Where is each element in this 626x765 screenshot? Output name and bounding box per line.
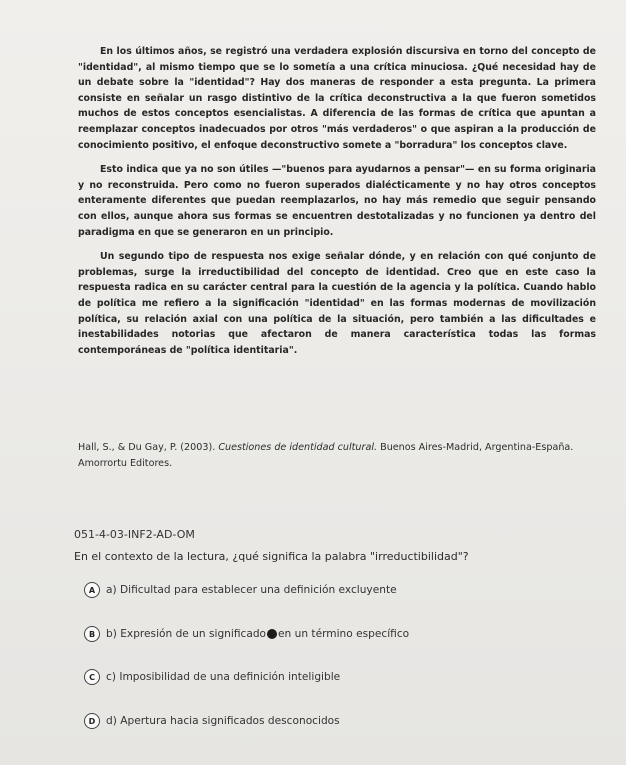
passage-paragraph-3: Un segundo tipo de respuesta nos exige señalar dónde, y en relación con qué conjunto de problemas, surge la irreductibilidad del concepto de identidad. Creo que en este caso la respuesta radica en su carácter central para la cuestión de la agencia y la política. Cuando hablo de política me refiero a la significación "identidad" en las formas modernas de movilización política, su relación axial con una política de la situación, pero también a las dificultades e inestabilidades notorias que afectaron de manera característica todas las formas contemporáneas de "política identitaria". [78, 251, 596, 356]
option-a-badge[interactable]: A [84, 582, 100, 598]
option-b-text-start: b) Expresión de un significado [106, 628, 267, 640]
option-d-badge[interactable]: D [84, 713, 100, 729]
passage-paragraph-1: En los últimos años, se registró una verdadera explosión discursiva en torno del concepto de "identidad", al mismo tiempo que se lo sometía a una crítica minuciosa. ¿Qué necesidad hay de un debate sobre la "identidad"? Hay dos maneras de responder a esta pregunta. La primera consiste en señalar un rasgo distintivo de la crítica deconstructiva a la que fueron sometidos muchos de estos conceptos esencialistas. A diferencia de las formas de crítica que apuntan a reemplazar conceptos inadecuados por otros "más verdaderos" o que aspiran a la producción de conocimiento positivo, el enfoque deconstructivo somete a "borradura" los conceptos clave. [78, 46, 596, 151]
option-a-text: a) Dificultad para establecer una definición excluyente [106, 584, 397, 596]
option-b-badge[interactable]: B [84, 626, 100, 642]
question-code: 051-4-03-INF2-AD-OM [74, 528, 195, 541]
option-d[interactable] [84, 711, 340, 731]
option-d-text: d) Apertura hacia significados desconocidos [106, 715, 340, 727]
passage-paragraph-2: Esto indica que ya no son útiles —"buenos para ayudarnos a pensar"— en su forma originaria y no reconstruida. Pero como no fueron superados dialécticamente y no hay otros conceptos enteramente diferentes que puedan reemplazarlos, no hay más remedio que seguir pensando con ellos, aunque ahora sus formas se encuentren destotalizadas y no funcionen ya dentro del paradigma en que se generaron en un principio. [78, 164, 596, 238]
reading-passage [78, 44, 596, 367]
pointer-blot-icon [267, 629, 277, 639]
reference-title: Cuestiones de identidad cultural. [218, 442, 378, 453]
reference-authors: Hall, S., & Du Gay, P. (2003). [78, 442, 216, 453]
option-c[interactable] [84, 667, 340, 687]
option-b-text-end: en un término específico [278, 628, 410, 640]
option-b[interactable] [84, 624, 409, 644]
bibliographic-reference [78, 440, 596, 471]
option-c-text: c) Imposibilidad de una definición inteligible [106, 671, 341, 683]
option-c-badge[interactable]: C [84, 669, 100, 685]
option-a[interactable] [84, 580, 397, 600]
option-b-text [106, 628, 409, 640]
reference-publisher: Buenos Aires-Madrid, Argentina-España. Amorrortu Editores. [78, 442, 574, 469]
question-prompt: En el contexto de la lectura, ¿qué significa la palabra "irreductibilidad"? [74, 550, 469, 563]
